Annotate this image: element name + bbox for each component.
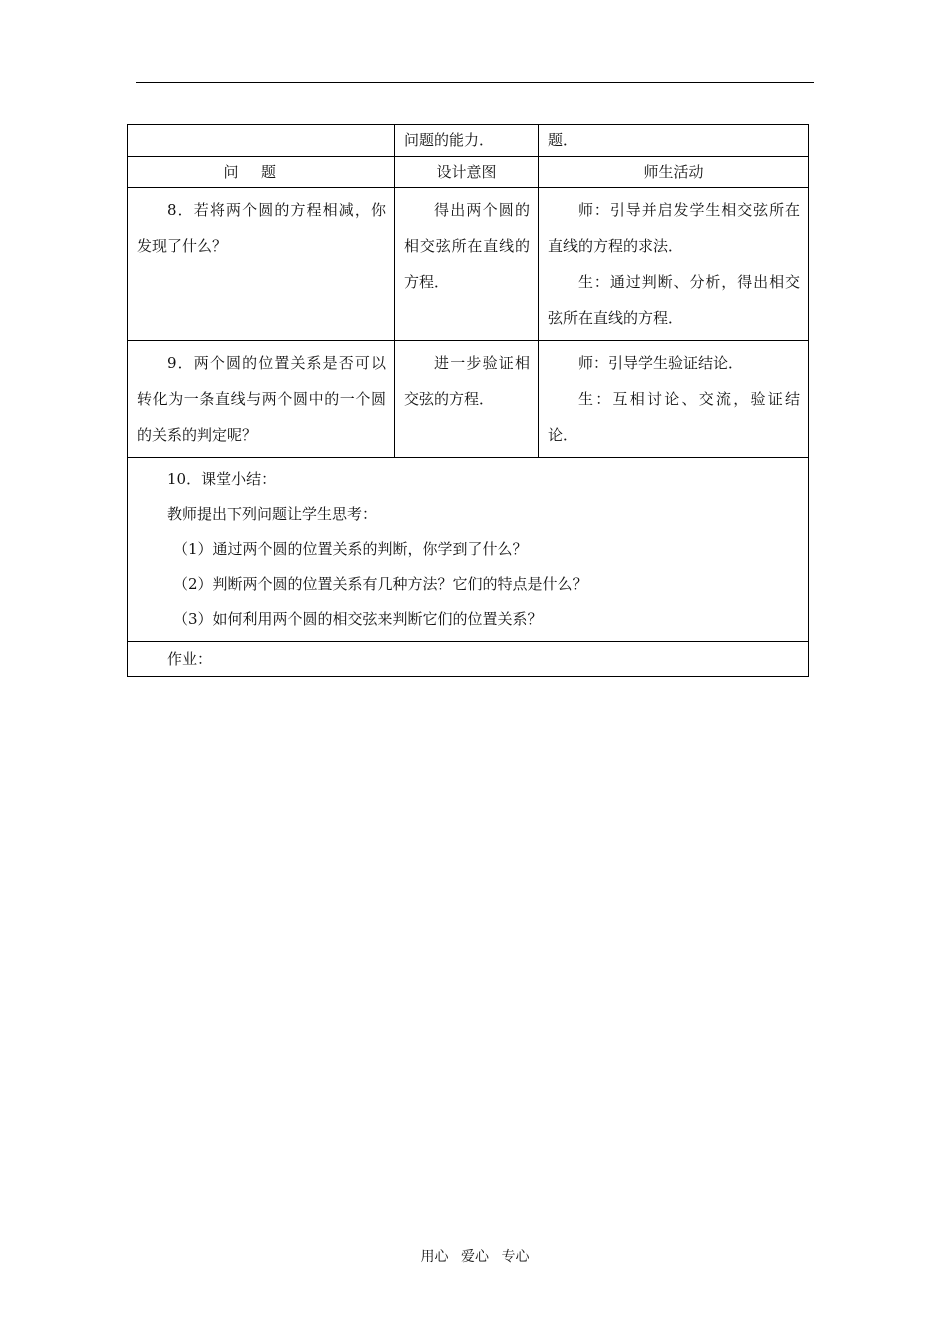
header-intent: 设计意图 bbox=[436, 163, 497, 181]
homework-label: 作业： bbox=[167, 650, 213, 668]
activity-8-teacher: 师：引导并启发学生相交弦所在直线的方程的求法． bbox=[548, 201, 800, 255]
table-header-row bbox=[128, 157, 809, 188]
header-activity: 师生活动 bbox=[643, 163, 704, 181]
lesson-plan-table bbox=[127, 124, 809, 677]
continued-activity-cell: 题． bbox=[548, 131, 579, 149]
intent-9: 进一步验证相交弦的方程． bbox=[404, 354, 530, 408]
activity-9-teacher: 师：引导学生验证结论． bbox=[578, 354, 744, 372]
table-row bbox=[128, 341, 809, 458]
continued-intent-cell: 问题的能力． bbox=[404, 131, 495, 149]
continued-row bbox=[128, 125, 809, 157]
summary-item-3: （3）如何利用两个圆的相交弦来判断它们的位置关系？ bbox=[173, 610, 543, 628]
activity-8-student: 生：通过判断、分析，得出相交弦所在直线的方程． bbox=[548, 273, 800, 327]
activity-9-student: 生：互相讨论、交流，验证结论． bbox=[548, 390, 800, 444]
question-8: 8．若将两个圆的方程相减，你发现了什么？ bbox=[137, 201, 386, 255]
header-rule bbox=[136, 82, 814, 83]
page-footer: 用心 爱心 专心 bbox=[420, 1249, 530, 1265]
summary-title: 10．课堂小结： bbox=[167, 470, 277, 488]
summary-row bbox=[128, 458, 809, 642]
homework-row bbox=[128, 642, 809, 677]
summary-item-1: （1）通过两个圆的位置关系的判断，你学到了什么？ bbox=[173, 540, 528, 558]
table-row bbox=[128, 188, 809, 341]
summary-intro: 教师提出下列问题让学生思考： bbox=[167, 505, 378, 523]
continued-question-cell bbox=[128, 125, 394, 134]
header-question: 问题 bbox=[223, 163, 299, 181]
intent-8: 得出两个圆的相交弦所在直线的方程． bbox=[404, 201, 530, 291]
summary-item-2: （2）判断两个圆的位置关系有几种方法？它们的特点是什么？ bbox=[173, 575, 588, 593]
question-9: 9．两个圆的位置关系是否可以转化为一条直线与两个圆中的一个圆的关系的判定呢？ bbox=[137, 354, 386, 444]
